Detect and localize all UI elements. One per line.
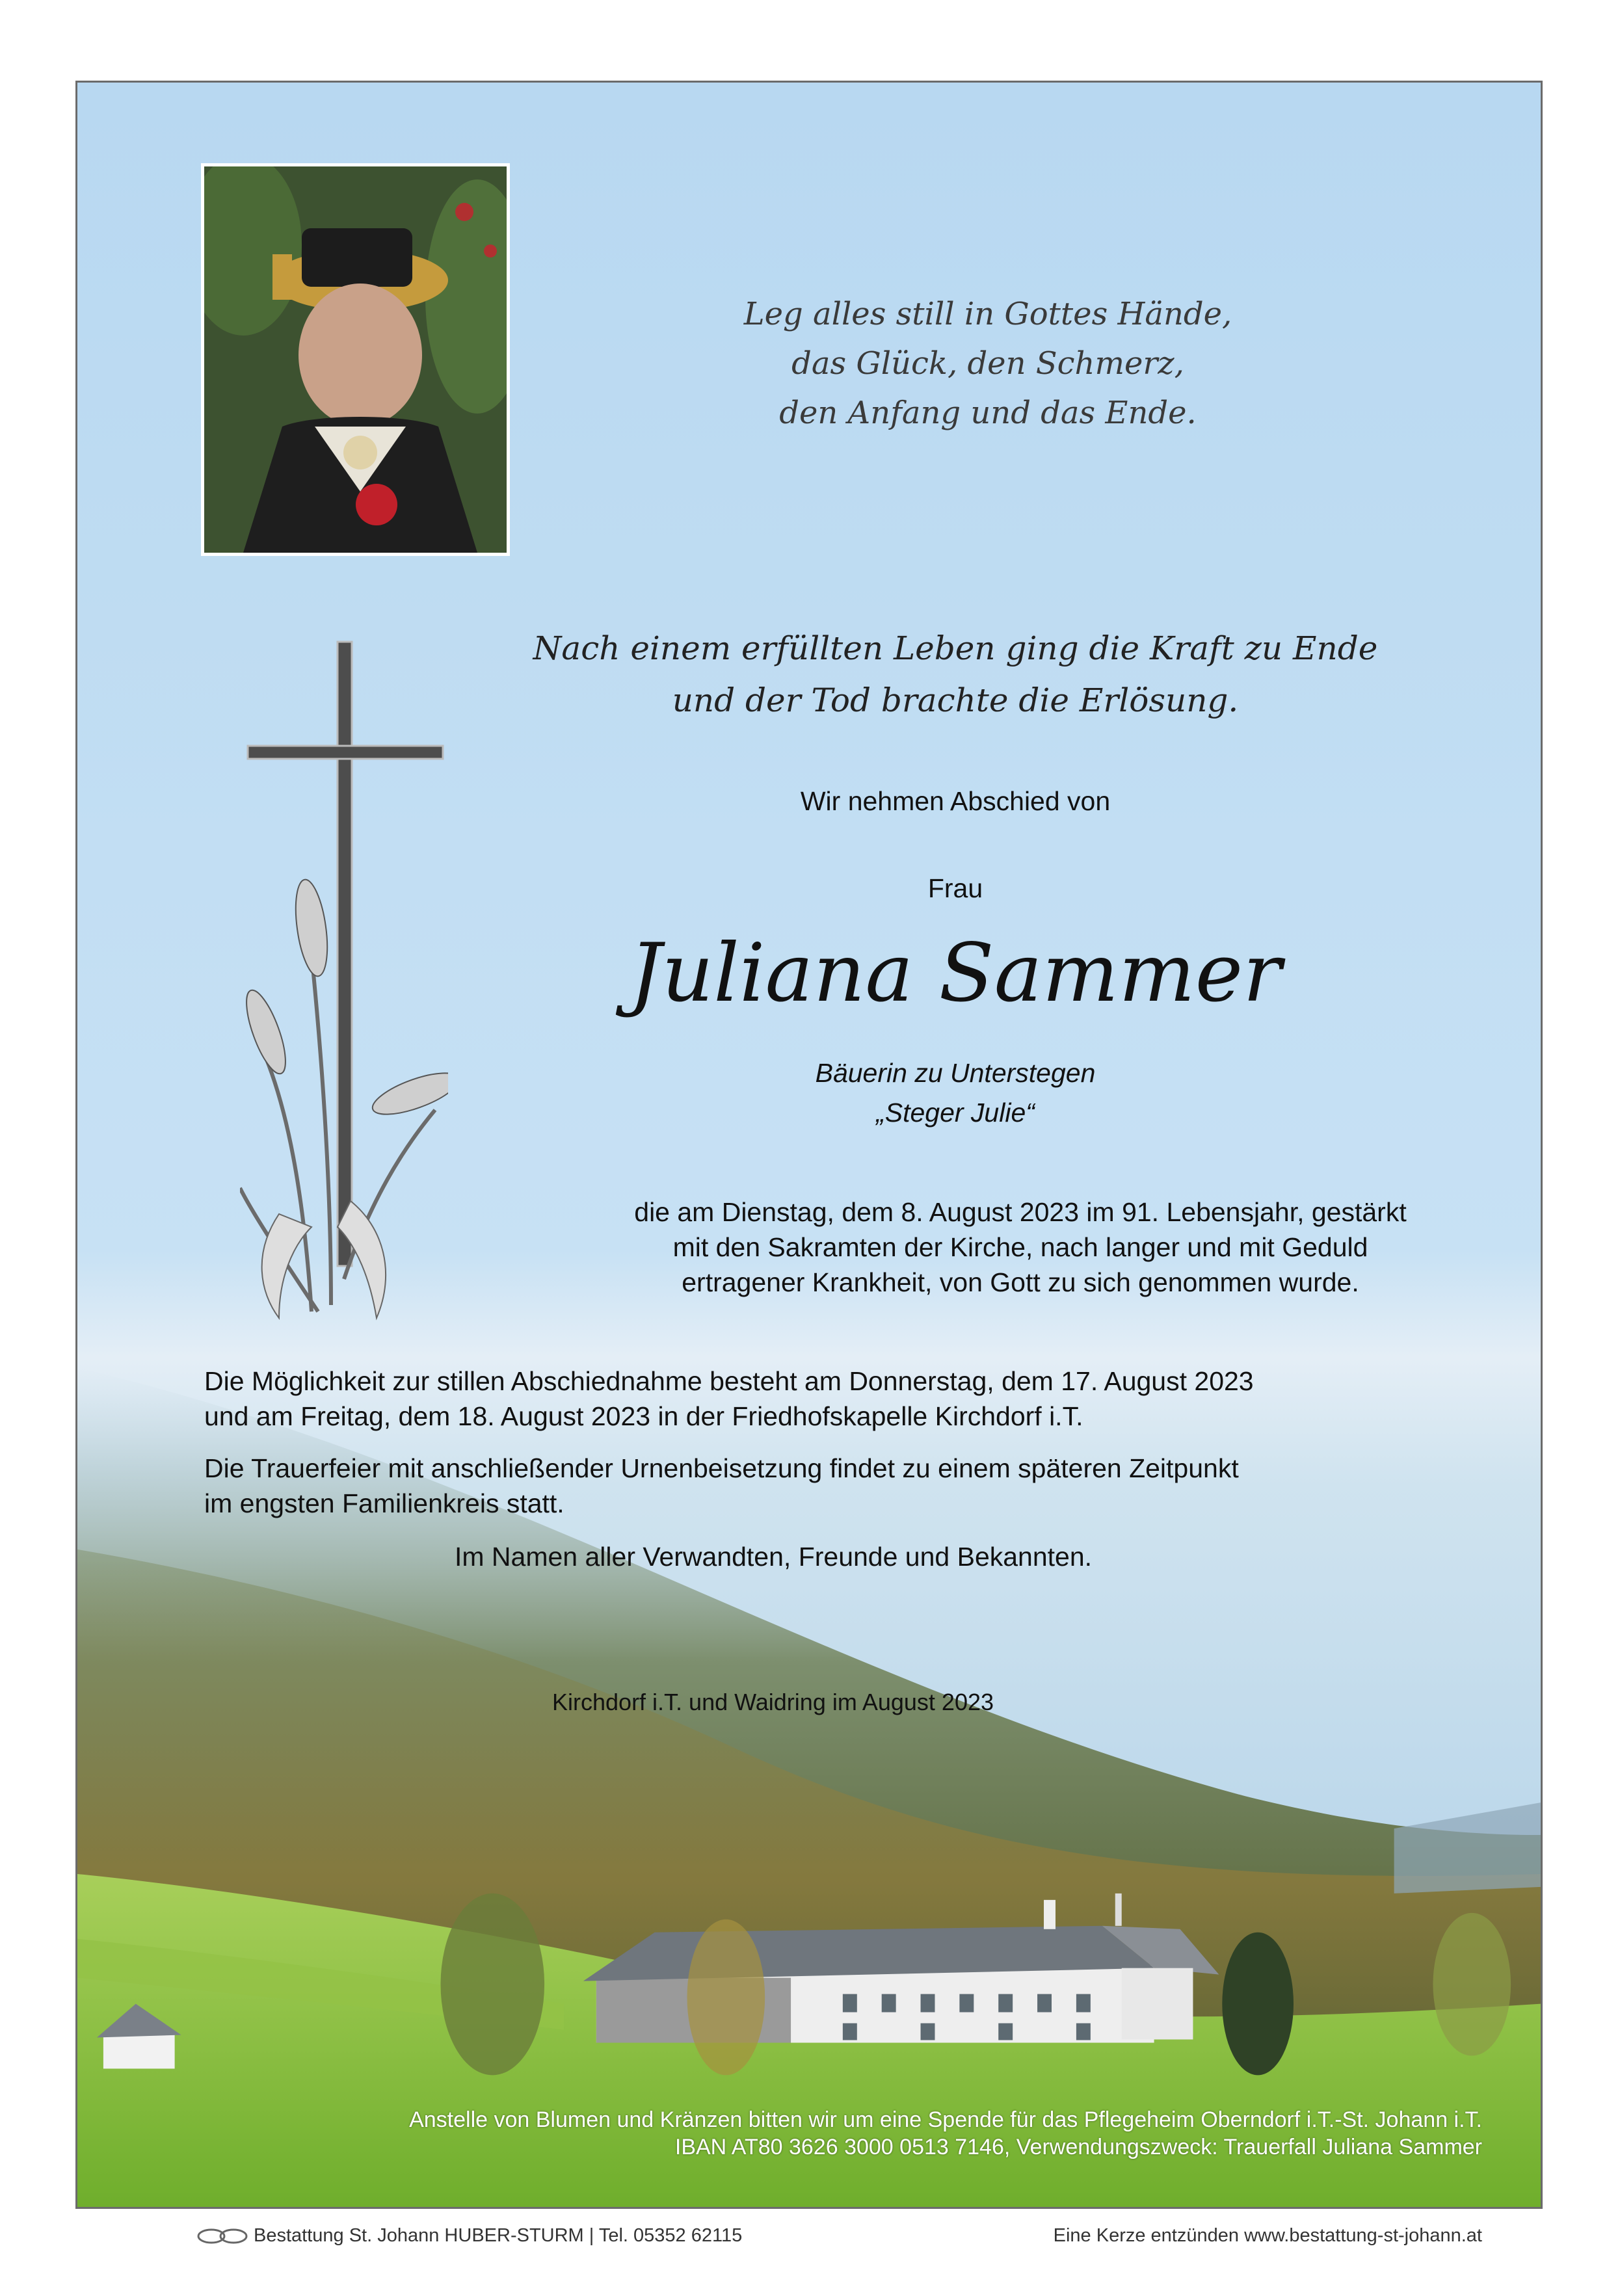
donation-line-2: IBAN AT80 3626 3000 0513 7146, Verwendungszweck: Trauerfall Juliana Sammer <box>674 2135 1482 2159</box>
portrait-photo <box>204 166 507 553</box>
ceremony-info-block <box>204 1451 1472 1521</box>
intro-line-2: und der Tod brachte die Erlösung. <box>672 681 1239 719</box>
salutation-text: Frau <box>927 873 983 903</box>
motto-line-1: Leg alles still in Gottes Hände, <box>743 296 1232 332</box>
donation-line-1: Anstelle von Blumen und Kränzen bitten wir um eine Spende für das Pflegeheim Oberndorf i.T.-St. Johann i.T. <box>409 2107 1482 2132</box>
death-notice-block <box>468 1194 1543 1300</box>
funeral-home-logo-icon <box>197 2226 249 2246</box>
footer-bar <box>0 2217 1620 2256</box>
donation-notice-block <box>175 2106 1482 2161</box>
on-behalf-text: Im Namen aller Verwandten, Freunde und Bekannten. <box>455 1542 1093 1572</box>
motto-line-3: den Anfang und das Ende. <box>779 395 1197 431</box>
deceased-name: Juliana Sammer <box>629 927 1282 1020</box>
viewing-line-2: und am Freitag, dem 18. August 2023 in der Friedhofskapelle Kirchdorf i.T. <box>204 1401 1083 1431</box>
death-notice-line-1: die am Dienstag, dem 8. August 2023 im 91. Lebensjahr, gestärkt <box>634 1197 1407 1227</box>
place-date-text: Kirchdorf i.T. und Waidring im August 2023 <box>552 1689 994 1715</box>
death-notice-line-3: ertragener Krankheit, von Gott zu sich genommen wurde. <box>682 1267 1359 1297</box>
footer-funeral-home-contact[interactable]: Bestattung St. Johann HUBER-STURM | Tel. 05352 62115 <box>254 2225 743 2246</box>
occupation-title: Bäuerin zu Unterstegen <box>815 1058 1096 1088</box>
farewell-text: Wir nehmen Abschied von <box>800 786 1111 816</box>
death-notice-line-2: mit den Sakramten der Kirche, nach langer und mit Geduld <box>672 1232 1368 1262</box>
obituary-card <box>75 81 1543 2209</box>
motto-line-2: das Glück, den Schmerz, <box>791 345 1184 382</box>
motto-verse-block <box>598 289 1378 438</box>
ceremony-line-2: im engsten Familienkreis statt. <box>204 1488 564 1518</box>
footer-light-candle-link[interactable]: Eine Kerze entzünden www.bestattung-st-johann.at <box>1053 2225 1482 2246</box>
portrait-photo-frame <box>201 163 510 556</box>
viewing-line-1: Die Möglichkeit zur stillen Abschiednahme besteht am Donnerstag, dem 17. August 2023 <box>204 1366 1254 1396</box>
ceremony-line-1: Die Trauerfeier mit anschließender Urnenbeisetzung findet zu einem späteren Zeitpunkt <box>204 1453 1239 1483</box>
viewing-info-block <box>204 1364 1472 1434</box>
intro-line-1: Nach einem erfüllten Leben ging die Kraft zu Ende <box>533 629 1378 667</box>
intro-verse-block <box>403 622 1508 726</box>
nickname: „Steger Julie“ <box>876 1098 1035 1128</box>
